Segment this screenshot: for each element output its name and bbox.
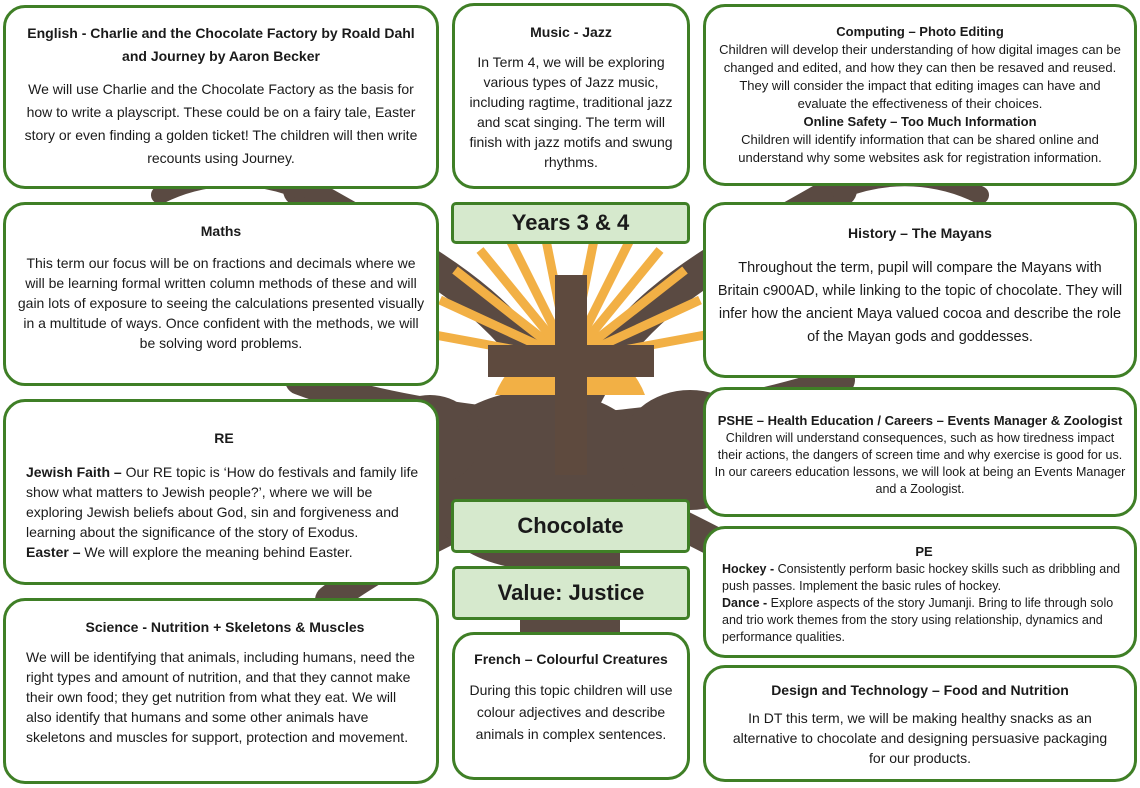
computing-title: Computing – Photo Editing [836,24,1004,39]
online-safety-body: Children will identify information that can be shared online and understand why some websites ask for registration information. [738,132,1102,165]
french-title: French – Colourful Creatures [474,651,668,667]
pe-dance-label: Dance - [722,596,768,610]
years-label-text: Years 3 & 4 [511,210,630,235]
french-card [452,632,690,780]
science-body: We will be identifying that animals, including humans, need the right types and amount of nutrition, and that they cannot make their own food; they get nutrition from what they eat. We will also identify that humans and some other animals have skeletons and muscles for support, protection and movement. [26,649,415,745]
pshe-title: PSHE – Health Education / Careers – Events Manager & Zoologist [717,413,1123,428]
pe-dance-text [722,595,1126,646]
years-label [451,202,690,244]
science-card [3,598,439,784]
re-card [3,399,439,585]
online-safety-title: Online Safety – Too Much Information [803,114,1037,129]
pe-hockey-body: Consistently perform basic hockey skills such as dribbling and push passes. Implement the basic rules of hockey. [722,562,1121,593]
dt-title: Design and Technology – Food and Nutrition [771,682,1069,698]
pshe-body: Children will understand consequences, such as how tiredness impact their actions, the dangers of screen time and why exercise is good for us. In our careers education lessons, we will look at being an Events Manager and a Zoologist. [714,431,1126,496]
music-body: In Term 4, we will be exploring various types of Jazz music, including ragtime, traditional jazz and scat singing. The term will finish with jazz motifs and swung rhythms. [469,54,673,170]
value-label-text: Value: Justice [497,580,645,605]
dt-card [703,665,1137,782]
history-card [703,202,1137,378]
topic-label-text: Chocolate [517,513,624,538]
maths-body: This term our focus will be on fractions and decimals where we will be learning formal written column methods of these and will gain lots of exposure to seeing the calculations presented visually in a multitude of ways. Once confident with the methods, we will be solving word problems. [17,255,425,351]
re-jewish-label: Jewish Faith – [26,464,122,480]
maths-title: Maths [200,223,242,239]
re-jewish-body: Our RE topic is ‘How do festivals and family life show what matters to Jewish people?’, where we will be exploring Jewish beliefs about God, sin and forgiveness and learning about the significance of the story of Exodus. [26,464,419,540]
music-card [452,3,690,189]
history-body: Throughout the term, pupil will compare the Mayans with Britain c900AD, while linking to the topic of chocolate. They will infer how the ancient Maya valued cocoa and describe the role of the Mayan gods and goddesses. [717,260,1123,345]
pe-card [703,526,1137,658]
music-title: Music - Jazz [530,24,612,40]
re-title: RE [214,430,234,446]
pe-hockey-label: Hockey - [722,562,775,576]
english-card [3,5,439,189]
english-title: English - Charlie and the Chocolate Factory by Roald Dahl and Journey by Aaron Becker [27,25,415,64]
value-label [452,566,690,620]
re-easter-label: Easter – [26,544,81,560]
re-easter-body: We will explore the meaning behind Easter. [84,544,353,560]
french-body: During this topic children will use colour adjectives and describe animals in complex sentences. [469,682,673,742]
re-easter-text [26,542,422,562]
computing-body: Children will develop their understanding of how digital images can be changed and edited, and how they can then be resaved and reused. They will consider the impact that editing images can have and evaluate the effectiveness of their choices. [719,42,1121,111]
maths-card [3,202,439,386]
pe-title: PE [915,544,933,559]
pshe-card [703,387,1137,517]
dt-body: In DT this term, we will be making healthy snacks as an alternative to chocolate and designing persuasive packaging for our products. [732,710,1108,766]
history-title: History – The Mayans [848,225,992,241]
science-title: Science - Nutrition + Skeletons & Muscles [85,619,365,635]
computing-card [703,4,1137,186]
re-jewish-text [26,462,422,542]
pe-dance-body: Explore aspects of the story Jumanji. Bring to life through solo and trio work themes from the story using relationship, dynamics and performance qualities. [722,596,1114,644]
english-body: We will use Charlie and the Chocolate Factory as the basis for how to write a playscript. These could be on a fairy tale, Easter story or even finding a golden ticket! The children will then write recounts using Journey. [24,81,418,166]
pe-hockey-text [722,561,1126,595]
topic-label [451,499,690,553]
